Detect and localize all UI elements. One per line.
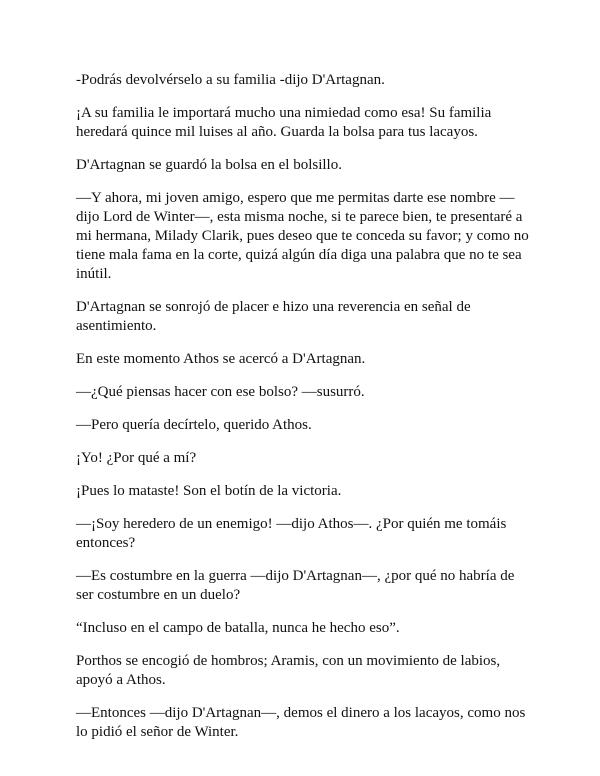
paragraph: —Y ahora, mi joven amigo, espero que me permitas darte ese nombre — dijo Lord de Winter—, esta misma noche, si te parece bien, te presentaré a mi hermana, Milady Clarik, pues deseo que te conceda su favor; y como no tiene mala fama en la corte, quizá algún día diga una palabra que no te sea inútil. xyxy=(76,190,529,282)
paragraph: —¿Qué piensas hacer con ese bolso? —susurró. xyxy=(76,384,365,400)
paragraph: —Es costumbre en la guerra —dijo D'Artagnan—, ¿por qué no habría de ser costumbre en un duelo? xyxy=(76,568,515,603)
paragraph: Porthos se encogió de hombros; Aramis, con un movimiento de labios, apoyó a Athos. xyxy=(76,653,501,688)
paragraph: —Pero quería decírtelo, querido Athos. xyxy=(76,417,312,433)
paragraph: ¡A su familia le importará mucho una nimiedad como esa! Su familia heredará quince mil luises al año. Guarda la bolsa para tus lacayos. xyxy=(76,105,492,140)
paragraph: ¡Yo! ¿Por qué a mí? xyxy=(76,450,197,466)
paragraph: D'Artagnan se sonrojó de placer e hizo una reverencia en señal de asentimiento. xyxy=(76,299,471,334)
paragraph: ¡Pues lo mataste! Son el botín de la victoria. xyxy=(76,483,342,499)
paragraph: D'Artagnan se guardó la bolsa en el bolsillo. xyxy=(76,157,342,173)
paragraph: —¡Soy heredero de un enemigo! —dijo Athos—. ¿Por quién me tomáis entonces? xyxy=(76,516,507,551)
paragraph: “Incluso en el campo de batalla, nunca he hecho eso”. xyxy=(76,620,400,636)
paragraph: —Entonces —dijo D'Artagnan—, demos el dinero a los lacayos, como nos lo pidió el señor de Winter. xyxy=(76,705,526,740)
paragraph: En este momento Athos se acercó a D'Artagnan. xyxy=(76,351,366,367)
paragraph: -Podrás devolvérselo a su familia -dijo D'Artagnan. xyxy=(76,72,385,88)
